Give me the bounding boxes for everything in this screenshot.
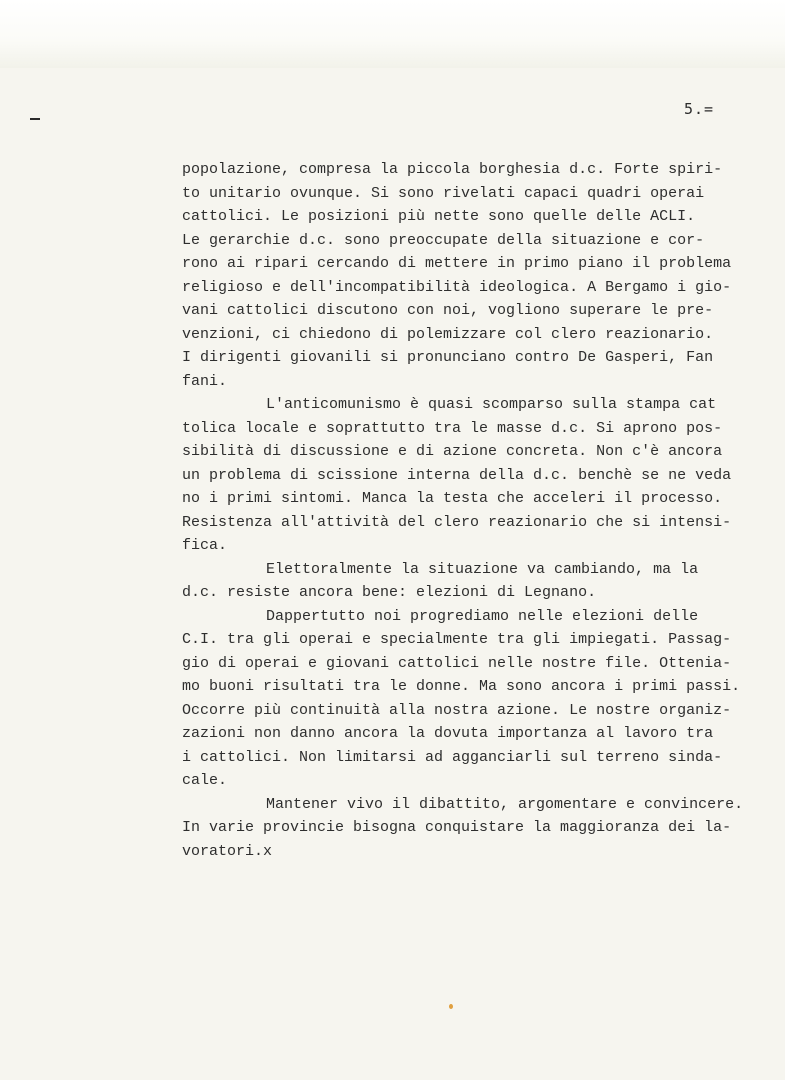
text-line: religioso e dell'incompatibilità ideologica. A Bergamo i gio- <box>182 278 732 296</box>
text-line: Mantener vivo il dibattito, argomentare e convincere. <box>266 795 744 813</box>
text-line: un problema di scissione interna della d.c. benchè se ne veda <box>182 466 732 484</box>
text-line: popolazione, compresa la piccola borghesia d.c. Forte spiri- <box>182 161 723 178</box>
text-line: voratori.x <box>182 842 273 860</box>
text-line: venzioni, ci chiedono di polemizzare col clero reazionario. <box>182 325 714 343</box>
text-line: C.I. tra gli operai e specialmente tra gli impiegati. Passag- <box>182 631 732 648</box>
text-line: mo buoni risultati tra le donne. Ma sono ancora i primi passi. <box>182 678 741 695</box>
text-line: Resistenza all'attività del clero reazionario che si intensi- <box>182 513 732 531</box>
text-line: to unitario ovunque. Si sono rivelati capaci quadri operai <box>182 184 705 202</box>
text-line: Elettoralmente la situazione va cambiando, ma la <box>266 560 699 578</box>
page-number: 5.= <box>684 100 715 118</box>
text-line: Dappertutto noi progrediamo nelle elezioni delle <box>266 607 699 625</box>
text-line: fani. <box>182 372 228 390</box>
margin-mark <box>30 118 40 120</box>
text-line: Occorre più continuità alla nostra azione. Le nostre organiz- <box>182 701 732 719</box>
text-line: rono ai ripari cercando di mettere in primo piano il problema <box>182 255 732 272</box>
text-line: d.c. resiste ancora bene: elezioni di Legnano. <box>182 584 597 601</box>
text-line: cattolici. Le posizioni più nette sono quelle delle ACLI. <box>182 208 696 225</box>
text-line: tolica locale e soprattutto tra le masse d.c. Si aprono pos- <box>182 419 723 437</box>
text-line: vani cattolici discutono con noi, vogliono superare le pre- <box>182 302 714 319</box>
text-line: i cattolici. Non limitarsi ad agganciarli sul terreno sinda- <box>182 748 723 766</box>
text-line: no i primi sintomi. Manca la testa che acceleri il processo. <box>182 490 723 507</box>
text-line: zazioni non danno ancora la dovuta importanza al lavoro tra <box>182 725 714 742</box>
scanner-top-edge <box>0 0 785 69</box>
text-line: fica. <box>182 537 228 554</box>
text-line: Le gerarchie d.c. sono preoccupate della situazione e cor- <box>182 231 705 249</box>
document-body <box>182 158 772 863</box>
text-line: I dirigenti giovanili si pronunciano contro De Gasperi, Fan <box>182 349 714 366</box>
text-line: sibilità di discussione e di azione concreta. Non c'è ancora <box>182 443 723 460</box>
text-line: L'anticomunismo è quasi scomparso sulla stampa cat <box>266 396 717 413</box>
text-line: In varie provincie bisogna conquistare la maggioranza dei la- <box>182 819 732 836</box>
text-line: cale. <box>182 772 228 789</box>
ink-spot <box>449 1004 453 1009</box>
text-line: gio di operai e giovani cattolici nelle nostre file. Ottenia- <box>182 654 732 672</box>
